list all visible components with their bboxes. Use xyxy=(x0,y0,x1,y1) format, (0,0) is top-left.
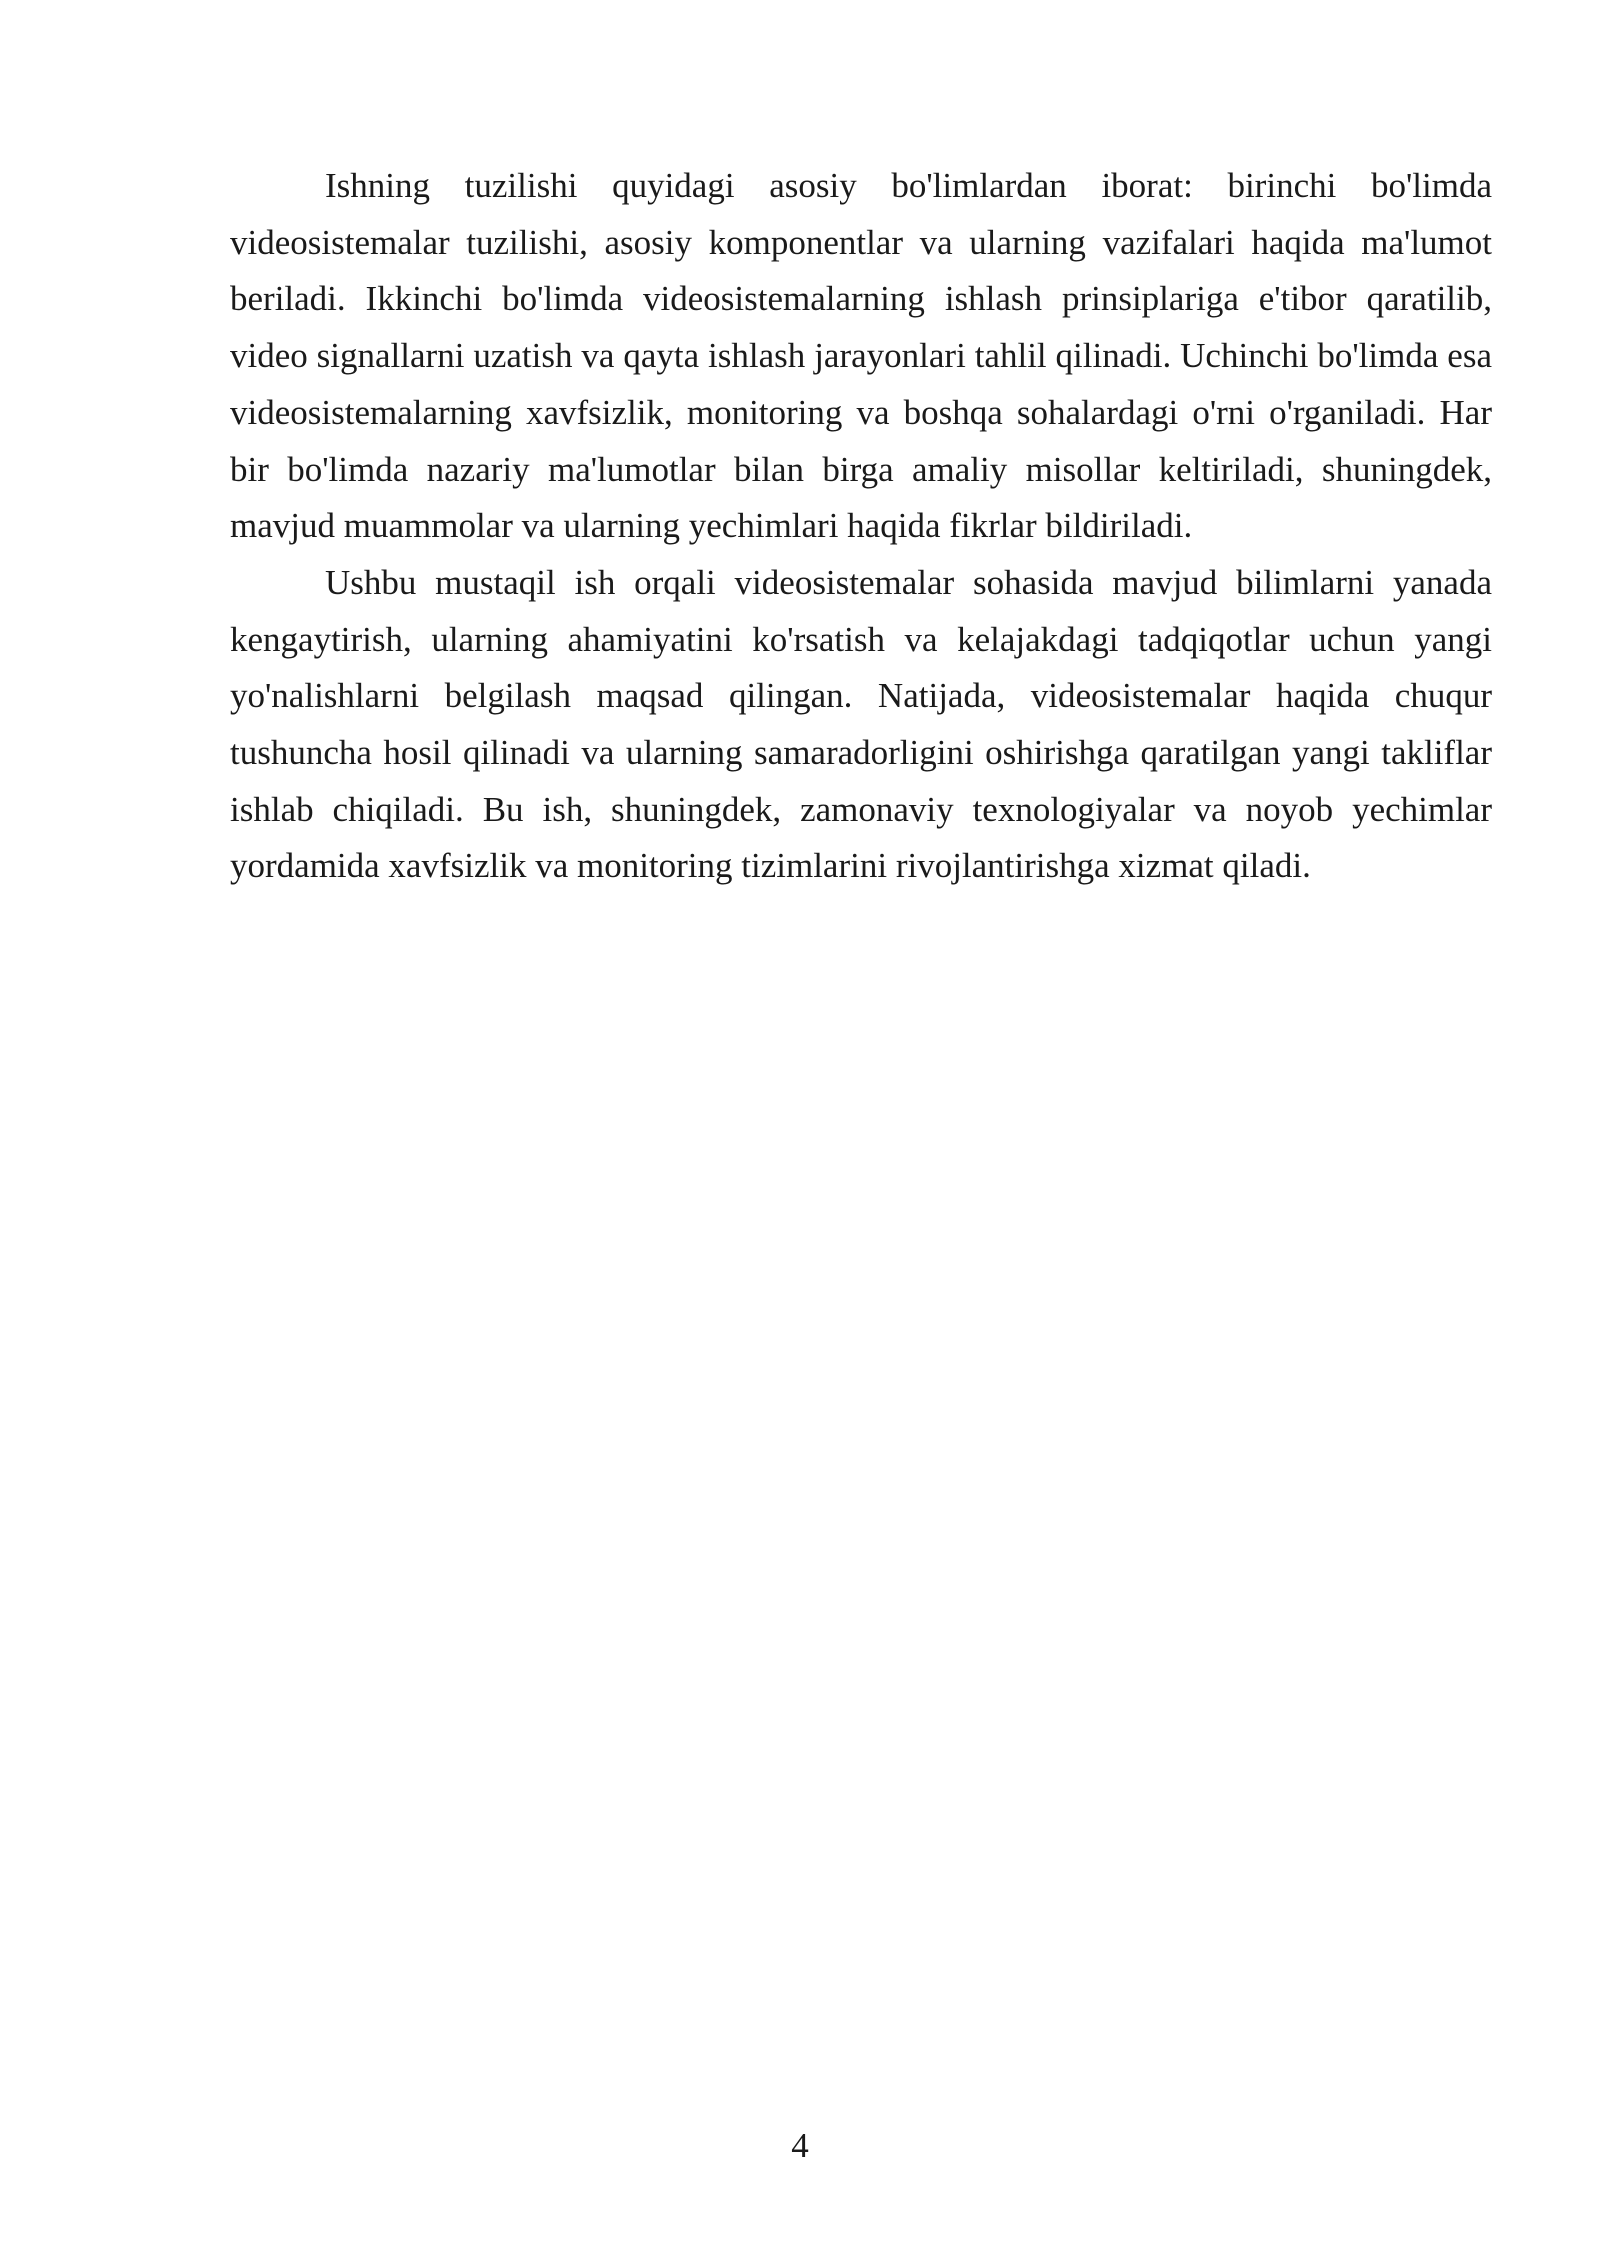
document-body xyxy=(230,158,1492,895)
paragraph-structure: Ishning tuzilishi quyidagi asosiy bo'limlardan iborat: birinchi bo'limda videosistemalar tuzilishi, asosiy komponentlar va ularning vazifalari haqida ma'lumot beriladi. Ikkinchi bo'limda videosistemalarning ishlash prinsiplariga e'tibor qaratilib, video signallarni uzatish va qayta ishlash jarayonlari tahlil qilinadi. Uchinchi bo'limda esa videosistemalarning xavfsizlik, monitoring va boshqa sohalardagi o'rni o'rganiladi. Har bir bo'limda nazariy ma'lumotlar bilan birga amaliy misollar keltiriladi, shuningdek, mavjud muammolar va ularning yechimlari haqida fikrlar bildiriladi. xyxy=(230,166,1492,546)
paragraph-purpose: Ushbu mustaqil ish orqali videosistemalar sohasida mavjud bilimlarni yanada kengaytirish, ularning ahamiyatini ko'rsatish va kelajakdagi tadqiqotlar uchun yangi yo'nalishlarni belgilash maqsad qilingan. Natijada, videosistemalar haqida chuqur tushuncha hosil qilinadi va ularning samaradorligini oshirishga qaratilgan yangi takliflar ishlab chiqiladi. Bu ish, shuningdek, zamonaviy texnologiyalar va noyob yechimlar yordamida xavfsizlik va monitoring tizimlarini rivojlantirishga xizmat qiladi. xyxy=(230,562,1492,886)
page-number: 4 xyxy=(791,2126,809,2165)
